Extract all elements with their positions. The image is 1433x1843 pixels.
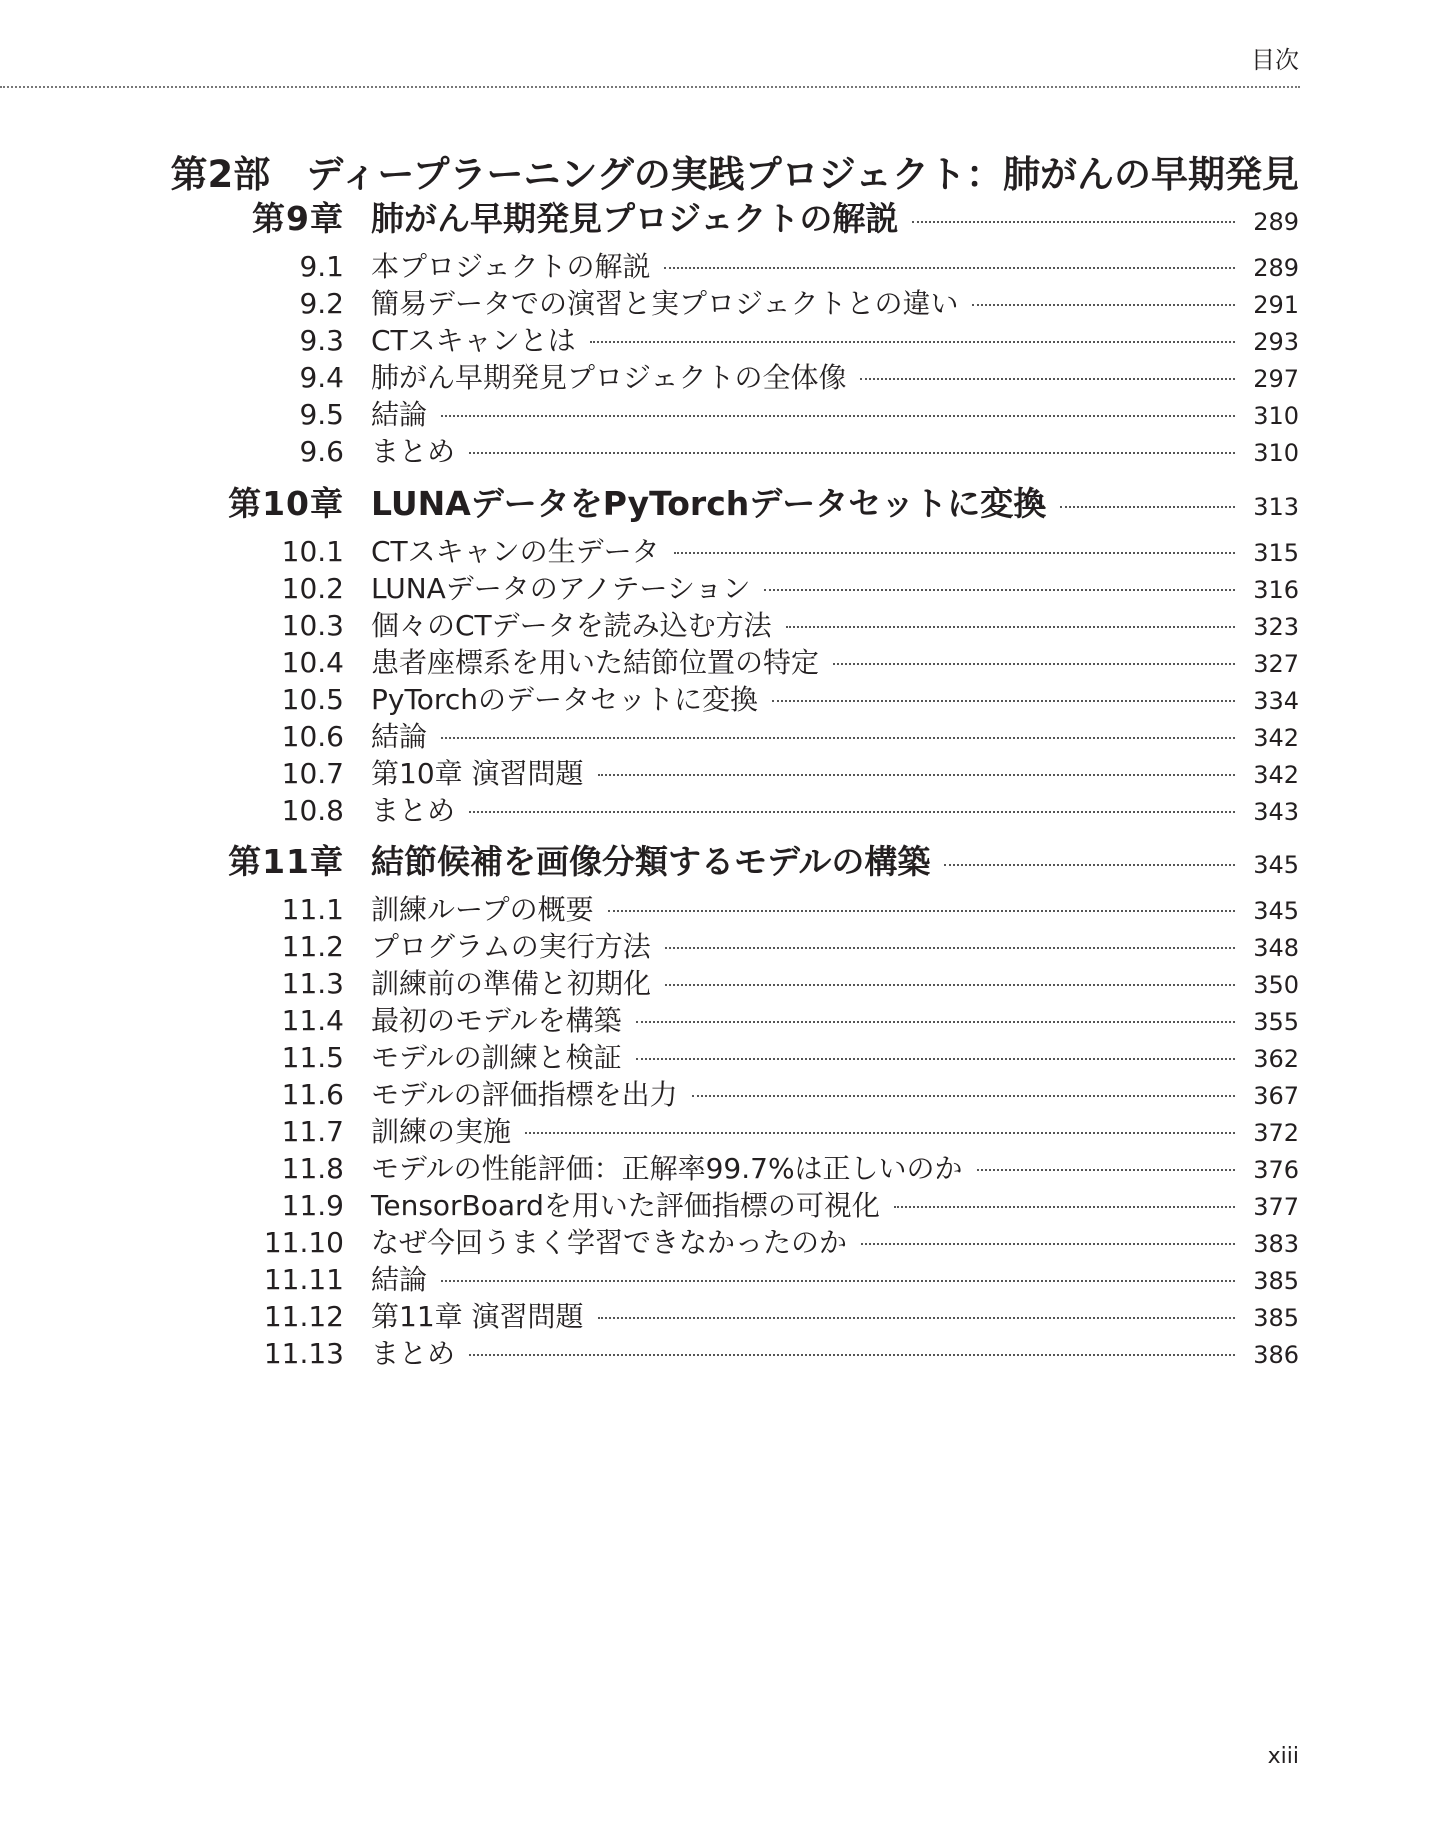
toc-section-row	[0, 1221, 1433, 1261]
toc-entry-page: 345	[1253, 897, 1299, 925]
toc-entry-page: 348	[1253, 934, 1299, 962]
toc-dot-leader	[590, 341, 1235, 343]
toc-entry-number: 9.2	[299, 287, 344, 320]
toc-entry-title: 本プロジェクトの解説	[371, 250, 651, 283]
toc-dot-leader	[764, 589, 1235, 591]
toc-dot-leader	[598, 1317, 1235, 1319]
toc-entry-number: 9.6	[299, 435, 344, 468]
toc-section-row	[0, 999, 1433, 1039]
toc-entry-title: TensorBoardを用いた評価指標の可視化	[371, 1189, 880, 1222]
toc-dot-leader	[1060, 506, 1235, 508]
toc-entry-title: 最初のモデルを構築	[371, 1004, 622, 1037]
toc-dot-leader	[861, 1243, 1235, 1245]
toc-section-row	[0, 1332, 1433, 1372]
toc-section-row	[0, 282, 1433, 322]
toc-entry-title: 第11章 演習問題	[371, 1300, 584, 1333]
toc-dot-leader	[469, 811, 1235, 813]
toc-entry-page: 386	[1253, 1341, 1299, 1369]
toc-entry-page: 315	[1253, 539, 1299, 567]
toc-entry-title: 肺がん早期発見プロジェクトの解説	[371, 199, 899, 238]
toc-entry-number: 11.1	[281, 893, 344, 926]
toc-entry-page: 350	[1253, 971, 1299, 999]
toc-entry-page: 297	[1253, 365, 1299, 393]
toc-section-row	[0, 641, 1433, 681]
toc-entry-page: 334	[1253, 687, 1299, 715]
toc-entry-number: 10.7	[281, 757, 344, 790]
toc-dot-leader	[772, 700, 1235, 702]
toc-entry-number: 10.4	[281, 646, 344, 679]
toc-entry-page: 293	[1253, 328, 1299, 356]
toc-section-row	[0, 1295, 1433, 1335]
toc-dot-leader	[664, 267, 1235, 269]
toc-dot-leader	[441, 415, 1235, 417]
toc-dot-leader	[912, 221, 1235, 223]
toc-entry-number: 第11章	[228, 842, 344, 881]
toc-entry-title: モデルの訓練と検証	[371, 1041, 622, 1074]
toc-section-row	[0, 245, 1433, 285]
toc-entry-title: PyTorchのデータセットに変換	[371, 683, 758, 716]
toc-entry-title: まとめ	[371, 794, 456, 827]
toc-entry-title: モデルの評価指標を出力	[371, 1078, 678, 1111]
toc-entry-title: LUNAデータのアノテーション	[371, 572, 751, 605]
toc-dot-leader	[636, 1058, 1235, 1060]
toc-entry-number: 10.8	[281, 794, 344, 827]
toc-entry-title: 訓練の実施	[371, 1115, 512, 1148]
toc-entry-title: 簡易データでの演習と実プロジェクトとの違い	[371, 287, 959, 320]
toc-entry-number: 11.11	[263, 1263, 344, 1296]
toc-entry-number: 11.13	[263, 1337, 344, 1370]
part-title: ディープラーニングの実践プロジェクト：肺がんの早期発見	[306, 153, 1299, 196]
toc-dot-leader	[972, 304, 1235, 306]
toc-entry-number: 11.10	[263, 1226, 344, 1259]
toc-section-row	[0, 789, 1433, 829]
toc-section-row	[0, 1110, 1433, 1150]
toc-section-row	[0, 962, 1433, 1002]
toc-chapter-row	[0, 193, 1433, 240]
toc-entry-number: 10.1	[281, 535, 344, 568]
toc-entry-page: 313	[1253, 493, 1299, 521]
toc-section-row	[0, 1258, 1433, 1298]
toc-dot-leader	[441, 1280, 1235, 1282]
toc-entry-title: 患者座標系を用いた結節位置の特定	[371, 646, 820, 679]
toc-entry-page: 343	[1253, 798, 1299, 826]
toc-entry-number: 11.6	[281, 1078, 344, 1111]
toc-dot-leader	[860, 378, 1235, 380]
toc-entry-number: 11.3	[281, 967, 344, 1000]
toc-entry-title: LUNAデータをPyTorchデータセットに変換	[371, 484, 1047, 523]
toc-section-row	[0, 925, 1433, 965]
toc-entry-page: 345	[1253, 851, 1299, 879]
toc-section-row	[0, 430, 1433, 470]
toc-section-row	[0, 678, 1433, 718]
toc-dot-leader	[786, 626, 1235, 628]
part-number: 第2部	[170, 153, 271, 196]
toc-dot-leader	[608, 910, 1235, 912]
toc-entry-page: 310	[1253, 402, 1299, 430]
toc-entry-number: 10.6	[281, 720, 344, 753]
toc-section-row	[0, 356, 1433, 396]
toc-entry-title: 訓練前の準備と初期化	[371, 967, 652, 1000]
toc-entry-title: 第10章 演習問題	[371, 757, 584, 790]
toc-entry-page: 327	[1253, 650, 1299, 678]
toc-section-row	[0, 567, 1433, 607]
toc-entry-title: 結節候補を画像分類するモデルの構築	[371, 842, 931, 881]
toc-entry-page: 372	[1253, 1119, 1299, 1147]
toc-dot-leader	[598, 774, 1235, 776]
toc-section-row	[0, 1073, 1433, 1113]
toc-entry-page: 355	[1253, 1008, 1299, 1036]
toc-dot-leader	[674, 552, 1235, 554]
toc-entry-title: モデルの性能評価：正解率99.7%は正しいのか	[371, 1152, 963, 1185]
toc-dot-leader	[944, 864, 1235, 866]
toc-dot-leader	[665, 947, 1235, 949]
toc-entry-page: 367	[1253, 1082, 1299, 1110]
toc-entry-title: 個々のCTデータを読み込む方法	[371, 609, 772, 642]
toc-entry-number: 9.4	[299, 361, 344, 394]
toc-entry-title: なぜ今回うまく学習できなかったのか	[371, 1226, 848, 1259]
toc-dot-leader	[665, 984, 1235, 986]
toc-dot-leader	[977, 1169, 1235, 1171]
toc-section-row	[0, 393, 1433, 433]
toc-chapter-row	[0, 836, 1433, 883]
toc-entry-page: 323	[1253, 613, 1299, 641]
toc-entry-page: 291	[1253, 291, 1299, 319]
toc-entry-number: 11.8	[281, 1152, 344, 1185]
toc-entry-number: 10.2	[281, 572, 344, 605]
toc-entry-number: 11.12	[263, 1300, 344, 1333]
toc-section-row	[0, 752, 1433, 792]
toc-entry-title: CTスキャンとは	[371, 324, 576, 357]
toc-section-row	[0, 1147, 1433, 1187]
toc-entry-page: 342	[1253, 761, 1299, 789]
toc-entry-page: 310	[1253, 439, 1299, 467]
toc-entry-number: 11.9	[281, 1189, 344, 1222]
toc-entry-title: 結論	[371, 398, 428, 431]
toc-dot-leader	[469, 452, 1235, 454]
toc-entry-number: 10.3	[281, 609, 344, 642]
toc-entry-number: 11.2	[281, 930, 344, 963]
toc-dot-leader	[894, 1206, 1235, 1208]
toc-entry-title: CTスキャンの生データ	[371, 535, 660, 568]
toc-section-row	[0, 1184, 1433, 1224]
toc-section-row	[0, 604, 1433, 644]
toc-entry-title: まとめ	[371, 1337, 456, 1370]
toc-entry-number: 11.7	[281, 1115, 344, 1148]
toc-entry-page: 342	[1253, 724, 1299, 752]
toc-entry-number: 11.4	[281, 1004, 344, 1037]
toc-entry-number: 9.5	[299, 398, 344, 431]
toc-entry-page: 289	[1253, 208, 1299, 236]
toc-entry-number: 11.5	[281, 1041, 344, 1074]
toc-entry-number: 第10章	[228, 484, 344, 523]
toc-entry-number: 第9章	[252, 199, 344, 238]
toc-dot-leader	[636, 1021, 1235, 1023]
toc-entry-page: 376	[1253, 1156, 1299, 1184]
toc-entry-page: 383	[1253, 1230, 1299, 1258]
toc-entry-page: 377	[1253, 1193, 1299, 1221]
toc-dot-leader	[441, 737, 1235, 739]
toc-entry-page: 385	[1253, 1304, 1299, 1332]
toc-section-row	[0, 888, 1433, 928]
toc-entry-title: まとめ	[371, 435, 456, 468]
toc-entry-title: プログラムの実行方法	[371, 930, 651, 963]
running-header: 目次	[1251, 46, 1299, 74]
toc-entry-page: 316	[1253, 576, 1299, 604]
toc-dot-leader	[525, 1132, 1235, 1134]
page-number: xiii	[1267, 1744, 1299, 1769]
toc-entry-title: 訓練ループの概要	[371, 893, 594, 926]
toc-entry-page: 289	[1253, 254, 1299, 282]
toc-entry-title: 結論	[371, 1263, 428, 1296]
toc-section-row	[0, 715, 1433, 755]
toc-section-row	[0, 530, 1433, 570]
toc-dot-leader	[469, 1354, 1235, 1356]
toc-dot-leader	[833, 663, 1235, 665]
toc-entry-number: 9.1	[299, 250, 344, 283]
toc-entry-number: 9.3	[299, 324, 344, 357]
toc-dot-leader	[692, 1095, 1235, 1097]
toc-section-row	[0, 1036, 1433, 1076]
toc-section-row	[0, 319, 1433, 359]
toc-entry-page: 362	[1253, 1045, 1299, 1073]
toc-entry-page: 385	[1253, 1267, 1299, 1295]
header-dotted-rule	[0, 86, 1300, 88]
toc-entry-title: 肺がん早期発見プロジェクトの全体像	[371, 361, 847, 394]
toc-entry-title: 結論	[371, 720, 428, 753]
toc-chapter-row	[0, 478, 1433, 525]
toc-entry-number: 10.5	[281, 683, 344, 716]
